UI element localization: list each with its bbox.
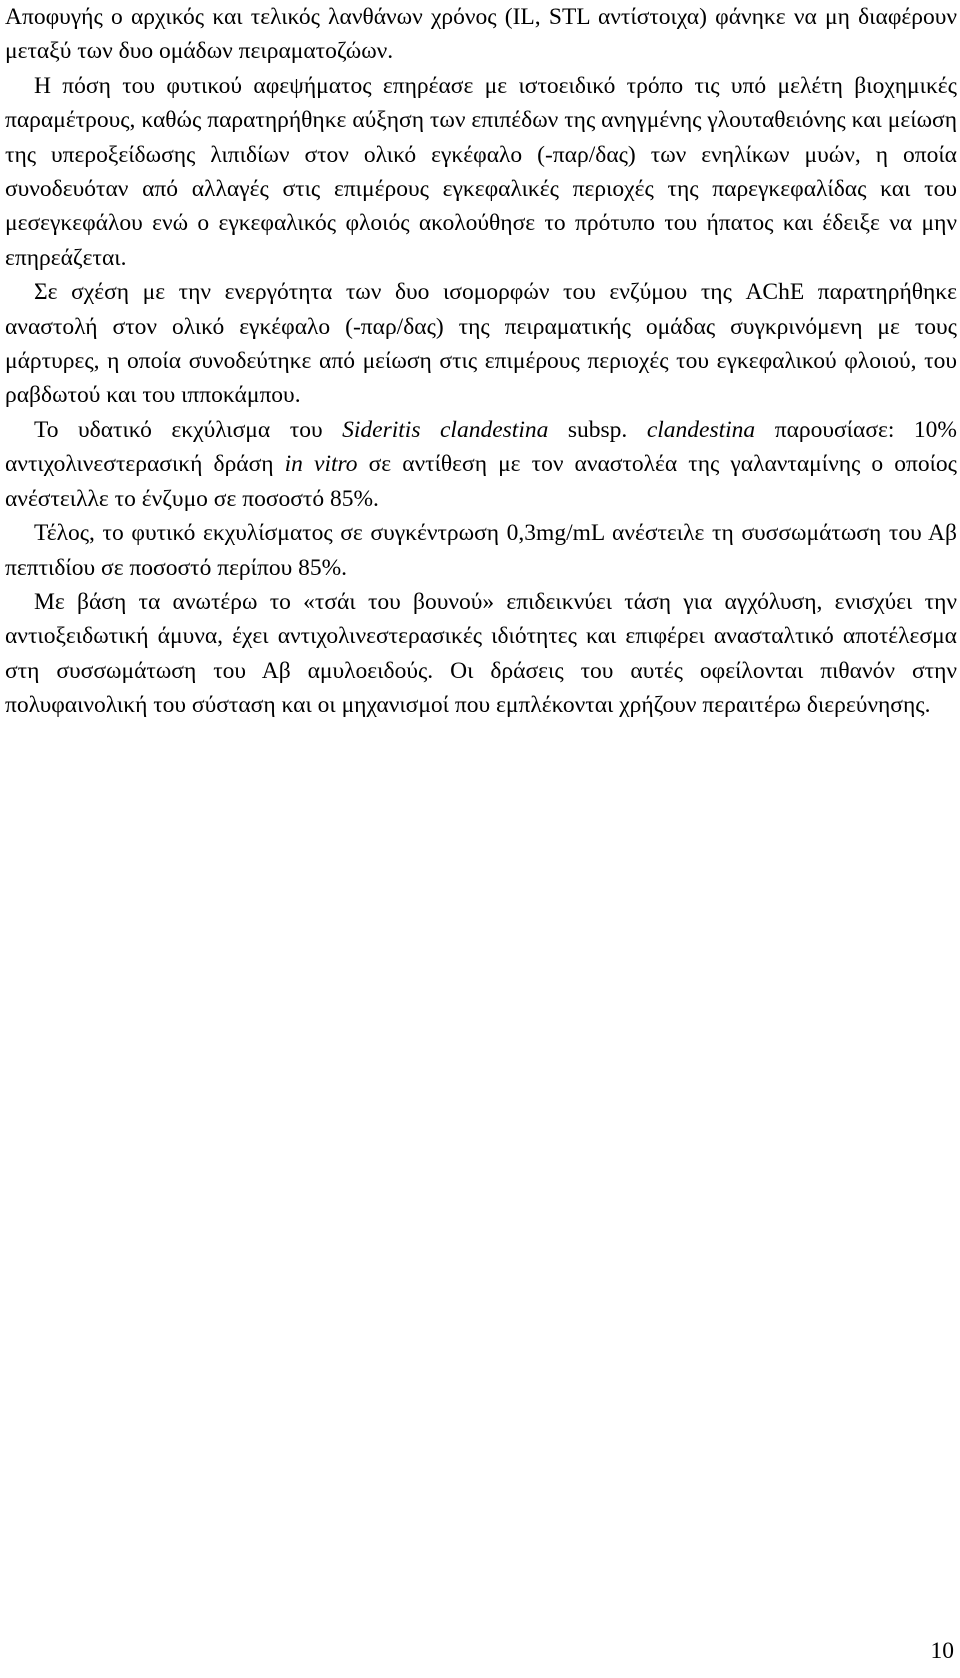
page-number: 10: [930, 1638, 954, 1664]
paragraph: [5, 0, 957, 69]
text-run: Με βάση τα ανωτέρω το «τσάι του βουνού» επιδεικνύει τάση για αγχόλυση, ενισχύει την αντιοξειδωτική άμυνα, έχει αντιχολινεστερασικές ιδιότητες και επιφέρει ανασταλτικό αποτέλεσμα στη συσσωμάτωση του Αβ αμυλοειδούς. Οι δράσεις του αυτές οφείλονται πιθανόν στην πολυφαινολική του σύσταση και οι μηχανισμοί που εμπλέκονται χρήζουν περαιτέρω διερεύνησης.: [5, 588, 957, 719]
paragraph: [5, 413, 957, 516]
paragraph: [5, 585, 957, 723]
body-text: [5, 0, 957, 723]
text-run: σε αντίθεση με τον αναστολέα της γαλανταμίνης ο οποίος ανέστειλλε το ένζυμο σε ποσοστό 85%.: [5, 451, 957, 512]
text-run: Τέλος, το φυτικό εκχυλίσματος σε συγκέντρωση 0,3mg/mL ανέστειλε τη συσσωμάτωση του Αβ πεπτιδίου σε ποσοστό περίπου 85%.: [5, 520, 957, 581]
text-run: Σε σχέση με την ενεργότητα των δυο ισομορφών του ενζύμου της AChE παρατηρήθηκε αναστολή στον ολικό εγκέφαλο (-παρ/δας) της πειραματικής ομάδας συγκρινόμενη με τους μάρτυρες, η οποία συνοδεύτηκε από μείωση στις επιμέρους περιοχές του εγκεφαλικού φλοιού, του ραβδωτού και του ιπποκάμπου.: [5, 279, 957, 409]
paragraph: [5, 516, 957, 585]
text-run: Η πόση του φυτικού αφεψήματος επηρέασε με ιστοειδικό τρόπο τις υπό μελέτη βιοχημικές παραμέτρους, καθώς παρατηρήθηκε αύξηση των επιπέδων της ανηγμένης γλουταθειόνης και μείωση της υπεροξείδωσης λιπιδίων στον ολικό εγκέφαλο (-παρ/δας) των ενηλίκων μυών, η οποία συνοδευόταν από αλλαγές στις επιμέρους εγκεφαλικές περιοχές της παρεγκεφαλίδας και του μεσεγκεφάλου ενώ ο εγκεφαλικός φλοιός ακολούθησε το πρότυπο του ήπατος και έδειξε να μην επηρεάζεται.: [5, 72, 957, 271]
text-run: subsp.: [548, 416, 647, 443]
italic-text: Sideritis clandestina: [342, 416, 549, 443]
paragraph: [5, 69, 957, 275]
text-run: παρουσίασε: 10% αντιχολινεστερασική δράση: [5, 416, 957, 478]
paragraph: [5, 275, 957, 413]
text-run: Το υδατικό εκχύλισμα του: [34, 416, 343, 443]
document-page: [5, 0, 957, 723]
italic-text: clandestina: [646, 416, 756, 443]
text-run: Αποφυγής ο αρχικός και τελικός λανθάνων χρόνος (IL, STL αντίστοιχα) φάνηκε να μη διαφέρουν μεταξύ των δυο ομάδων πειραματοζώων.: [5, 4, 957, 65]
italic-text: in vitro: [284, 451, 358, 478]
